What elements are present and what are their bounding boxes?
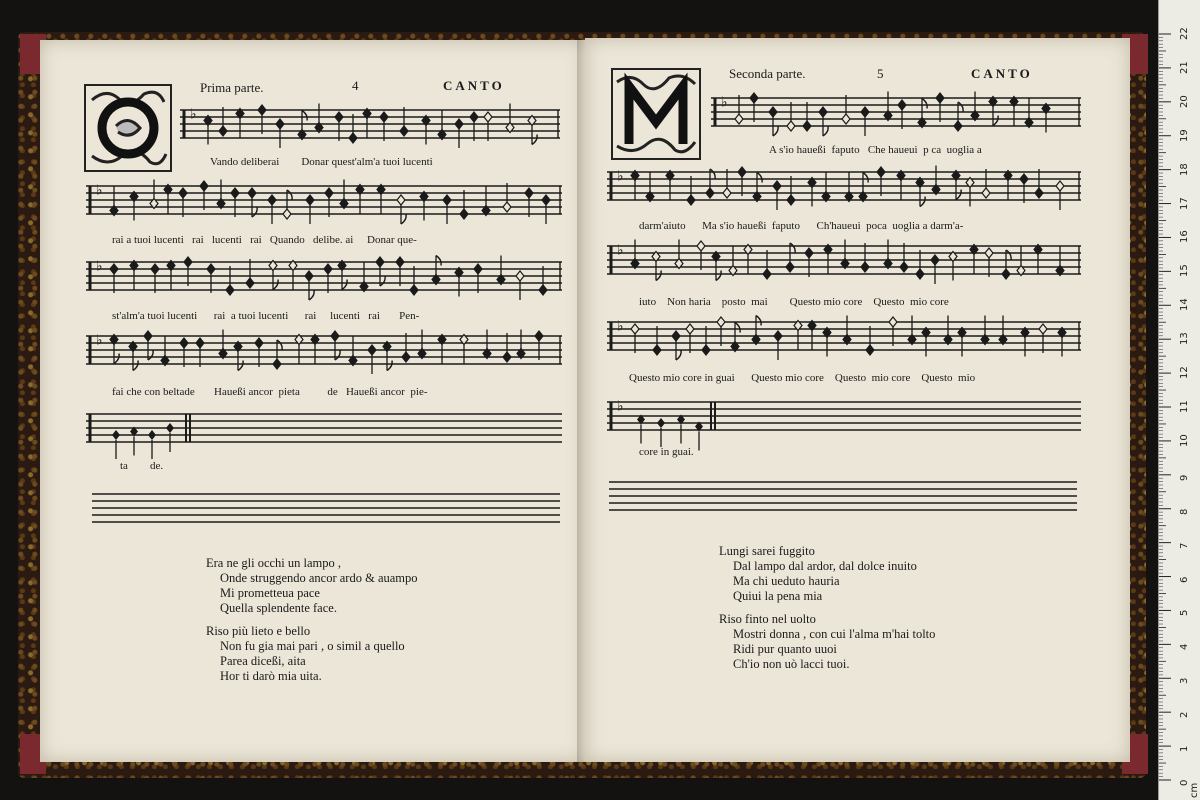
staff-3 [607, 236, 1081, 292]
poem-line: Mostri donna , con cui l'alma m'hai tolto [733, 627, 936, 641]
staff-5 [86, 404, 562, 460]
decorated-initial [611, 68, 701, 160]
svg-text:♭: ♭ [721, 94, 728, 111]
staff-3 [86, 252, 562, 308]
voice-label: CANTO [971, 66, 1033, 81]
right-page [585, 38, 1130, 762]
staff-4 [86, 326, 562, 382]
lyric-line-5: core in guai. [639, 446, 694, 458]
voice-label: CANTO [443, 78, 505, 93]
ruler-label: 6 [1179, 576, 1190, 583]
ruler-label: 5 [1179, 610, 1190, 617]
ruler-label: 11 [1179, 400, 1190, 413]
lyric-line-2: darm'aiuto Ma s'io haueßi faputo Ch'haueui poca uoglia a darm'a- [639, 220, 964, 232]
svg-text:♭: ♭ [617, 398, 624, 415]
svg-text:♭: ♭ [96, 182, 103, 199]
ruler-label: 0 [1179, 779, 1190, 786]
ruler-label: 22 [1179, 27, 1190, 40]
lyric-line-5: ta de. [120, 460, 164, 472]
ruler-label: 12 [1179, 366, 1190, 380]
poem-line: Quiui la pena mia [733, 589, 823, 603]
poem-line: Quella splendente face. [220, 601, 337, 615]
staff-1 [711, 88, 1081, 144]
svg-text:♭: ♭ [190, 106, 197, 123]
poem-line: Riso più lieto e bello [206, 624, 311, 638]
poem-line: Dal lampo dal ardor, dal dolce inuito [733, 559, 917, 573]
poem-stanzas [719, 544, 935, 672]
poem-line [206, 616, 418, 624]
lyric-line-4: Questo mio core in guai Questo mio core Questo mio core Questo mio [629, 372, 976, 384]
ruler-label: 17 [1179, 196, 1190, 210]
poem-line: Era ne gli occhi un lampo , [206, 556, 342, 570]
ruler-label: 1 [1179, 745, 1190, 753]
empty-staff [92, 484, 560, 530]
ruler-label: 9 [1179, 474, 1190, 481]
svg-text:♭: ♭ [96, 332, 103, 349]
poem-line: Parea diceßi, aita [220, 654, 306, 668]
ruler-label: 4 [1179, 643, 1190, 651]
ruler-label: 14 [1179, 298, 1190, 312]
ruler-label: 15 [1179, 264, 1190, 278]
part-label: Prima parte. [200, 80, 264, 95]
poem-line: Ma chi ueduto hauria [733, 574, 840, 588]
decorated-initial [84, 84, 172, 172]
lyric-line-4: fai che con beltade Haueßi ancor pieta de Haueßi ancor pie- [112, 386, 428, 398]
svg-text:♭: ♭ [617, 168, 624, 185]
poem-line: Ridi pur quanto uuoi [733, 642, 837, 656]
ruler-label: 19 [1179, 128, 1190, 142]
ruler-label: 18 [1179, 162, 1190, 176]
ruler-label: 21 [1179, 61, 1190, 74]
poem-line: Non fu gia mai pari , o simil a quello [220, 639, 405, 653]
ruler-label: 2 [1179, 711, 1190, 719]
svg-text:♭: ♭ [617, 242, 624, 259]
staff-4 [607, 312, 1081, 368]
page-number: 5 [877, 66, 884, 81]
poem-stanzas [206, 556, 418, 684]
poem-line: Lungi sarei fuggito [719, 544, 815, 558]
staff-1 [180, 100, 560, 156]
ruler-label: 13 [1179, 332, 1190, 346]
page-number: 4 [352, 78, 359, 93]
staff-2 [607, 162, 1081, 218]
part-label: Seconda parte. [729, 66, 806, 81]
ruler-label: 10 [1179, 434, 1190, 447]
staff-5 [607, 392, 1081, 448]
lyric-line-1: Vando deliberai Donar quest'alm'a tuoi lucenti [210, 156, 433, 168]
measurement-ruler [1158, 0, 1200, 800]
ruler-label: 20 [1179, 95, 1190, 108]
lyric-line-1: A s'io haueßi faputo Che haueui p ca uoglia a [769, 144, 982, 156]
ruler-label: 3 [1179, 677, 1190, 685]
poem-line: Onde struggendo ancor ardo & auampo [220, 571, 418, 585]
poem-line: Mi prometteua pace [220, 586, 320, 600]
poem-line: Hor ti darò mia uita. [220, 669, 322, 683]
svg-text:♭: ♭ [96, 258, 103, 275]
poem-line: Ch'io non uò lacci tuoi. [733, 657, 850, 671]
poem-line: Riso finto nel uolto [719, 612, 816, 626]
empty-staff [609, 472, 1077, 518]
ruler-label: 16 [1179, 230, 1190, 244]
poem-line [719, 604, 935, 612]
lyric-line-3: st'alm'a tuoi lucenti rai a tuoi lucenti rai lucenti rai Pen- [112, 310, 420, 322]
ruler-unit: cm [1189, 782, 1200, 798]
left-page [40, 40, 585, 762]
svg-text:♭: ♭ [617, 318, 624, 335]
ruler-label: 7 [1179, 542, 1190, 549]
lyric-line-2: rai a tuoi lucenti rai lucenti rai Quando delibe. ai Donar que- [112, 234, 417, 246]
staff-2 [86, 176, 562, 232]
ruler-label: 8 [1179, 508, 1190, 515]
lyric-line-3: iuto Non haria posto mai Questo mio core Questo mio core [639, 296, 949, 308]
